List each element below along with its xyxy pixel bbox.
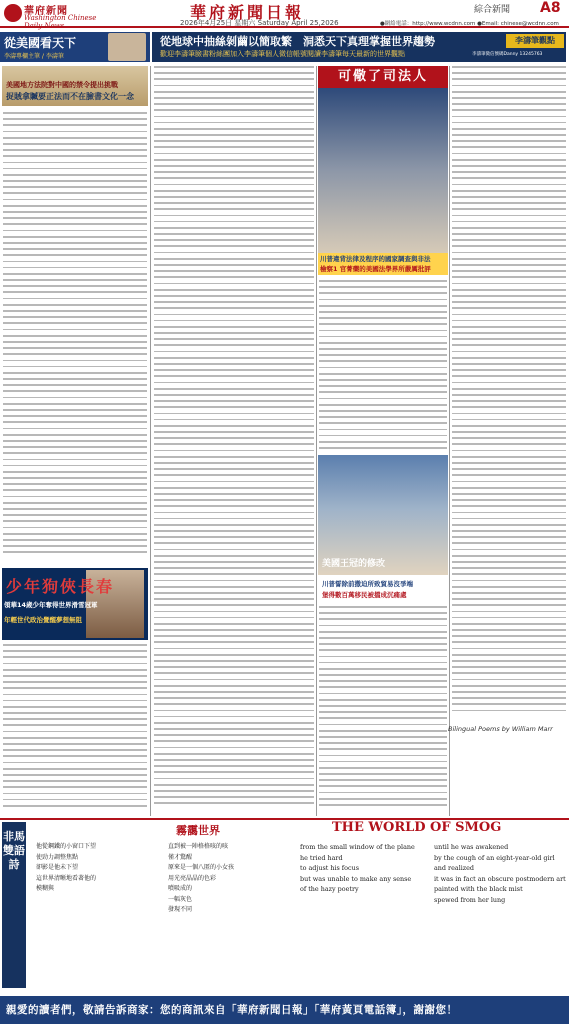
poem-line: but was unable to make any sense (300, 874, 412, 883)
poem-line: 噴吸成的 (168, 885, 193, 892)
poem-line: 僅才驚醒 (168, 853, 193, 861)
left-feature-title: 少年狗俠長春 (6, 577, 115, 596)
left-story-header (2, 66, 148, 106)
poem-title-english: THE WORLD OF SMOG (332, 820, 502, 835)
poem-line: 原來是一個八匿的小女孩 (168, 864, 235, 871)
contact-info: ●網絡電話：http://www.wcdnn.com ●Email: chinese@wcdnn.com (380, 21, 559, 27)
poem-line: 直到被一陣格格咳的咳 (168, 843, 229, 850)
center-story-2-subhead-2: 堡得數百萬移民被擋成沉痛處 (322, 591, 407, 599)
poem-column-label: 非馬雙語詩 (2, 822, 26, 988)
page-number: A8 (540, 0, 561, 16)
left-story-caption-main: 捉賊拿贓要正法而不在臉書文化一念 (6, 92, 134, 101)
poem-line: painted with the black mist (434, 885, 523, 893)
poem-chinese-stanza-2 (168, 842, 234, 916)
center-photo-caption-1: 川普違背法律及程序的國家調查與非法 (320, 255, 431, 263)
poem-line: by the cough of an eight-year-old girl (434, 853, 555, 862)
left-feature-body-text (3, 644, 147, 814)
poem-line: he tried hard (300, 853, 343, 862)
left-feature-caption-1: 領華14歲少年奪得世界滑雪冠軍 (4, 601, 98, 609)
column-badge-sub: 李濤筆微信號碼Danny 13245763 (472, 52, 543, 57)
poem-english-stanza-1 (300, 842, 415, 895)
poem-line: until he was awakened (434, 843, 509, 851)
logo-chinese: 華府新聞 (24, 6, 68, 17)
footer-message: 親愛的讀者們，敬請告訴商家：您的商訊來自「華府新聞日報」「華府黃頁電話簿」，謝謝您！ (6, 1004, 458, 1016)
poem-line: 發現不同 (168, 906, 193, 913)
center-story-2-subhead-1: 川普誓除前撒迫所致貿易沒爭端 (322, 580, 413, 588)
poem-line: to adjust his focus (300, 864, 359, 872)
center-story-photo (318, 88, 448, 253)
poem-line: spewed from her lung (434, 895, 506, 904)
poem-line: 一幅灰色 (168, 895, 193, 903)
column-divider (316, 66, 317, 816)
paper-name: 華府新聞日報 (190, 3, 305, 22)
poem-line: 他從鋼鐵的小窗口下望 (36, 843, 97, 850)
masthead (0, 0, 569, 28)
column-title: 從美國看天下 (4, 36, 77, 50)
center-photo-caption-2: 檢察1 官菁藥的美國法學界所嚴厲批評 (320, 265, 431, 273)
poem-title-chinese: 霧靄世界 (176, 824, 220, 837)
poem-chinese-stanza-1 (36, 842, 96, 895)
poem-line: 模糊與 (36, 885, 55, 892)
column-author: 李濤專欄主筆 / 李濤筆 (4, 53, 64, 60)
left-story-caption-top: 美國地方法院對中國的禁令提出挑戰 (6, 81, 118, 89)
logo-emblem-icon (4, 4, 22, 22)
right-body-text (452, 66, 566, 722)
section-name: 綜合新聞 (474, 5, 511, 15)
author-portrait (108, 33, 146, 61)
bilingual-poems-label: Bilingual Poems by William Marr (448, 725, 553, 733)
poem-line: from the small window of the plane (300, 843, 415, 851)
poem-line: of the hazy poetry (300, 885, 359, 893)
column-divider (449, 66, 450, 816)
poem-line: 這世界清晰地看著他的 (36, 874, 97, 882)
poem-line: 卻影是他未下望 (36, 864, 79, 871)
poem-line: and realized (434, 864, 475, 872)
left-body-text (3, 112, 147, 564)
center-story-headline: 可儆了司法人 (318, 66, 448, 88)
logo-english: Washington Chinese Daily News (24, 14, 97, 30)
column-badge: 李濤筆觀點 (506, 34, 564, 48)
poem-line: it was in fact an obscure postmodern art (434, 874, 566, 883)
left-feature-caption-2: 年輕世代政治覺醒夢想無阻 (4, 616, 82, 624)
newspaper-logo (2, 2, 112, 30)
center-body-text (319, 280, 447, 452)
main-headline: 從地球中抽絲剝繭以簡取繁 洞悉天下真理掌握世界趨勢 (160, 35, 435, 48)
center-2-body-text (319, 606, 447, 816)
center-story-2-photo-headline: 美國王冠的修改 (322, 559, 386, 569)
column-divider (150, 66, 151, 816)
center-left-body-text (154, 66, 314, 814)
sub-headline: 歡迎李濤筆臉書粉絲團加入李濤筆個人微信帳號閱讀李濤筆每天最新的世界觀點 (160, 50, 405, 58)
poem-english-stanza-2 (434, 842, 566, 905)
poem-line: 用光亮晶晶的色彩 (168, 874, 217, 882)
date-line: 2026年4月25日 星期六 Saturday April 25,2026 (180, 19, 339, 27)
poem-line: 使勁力調整焦點 (36, 853, 79, 861)
